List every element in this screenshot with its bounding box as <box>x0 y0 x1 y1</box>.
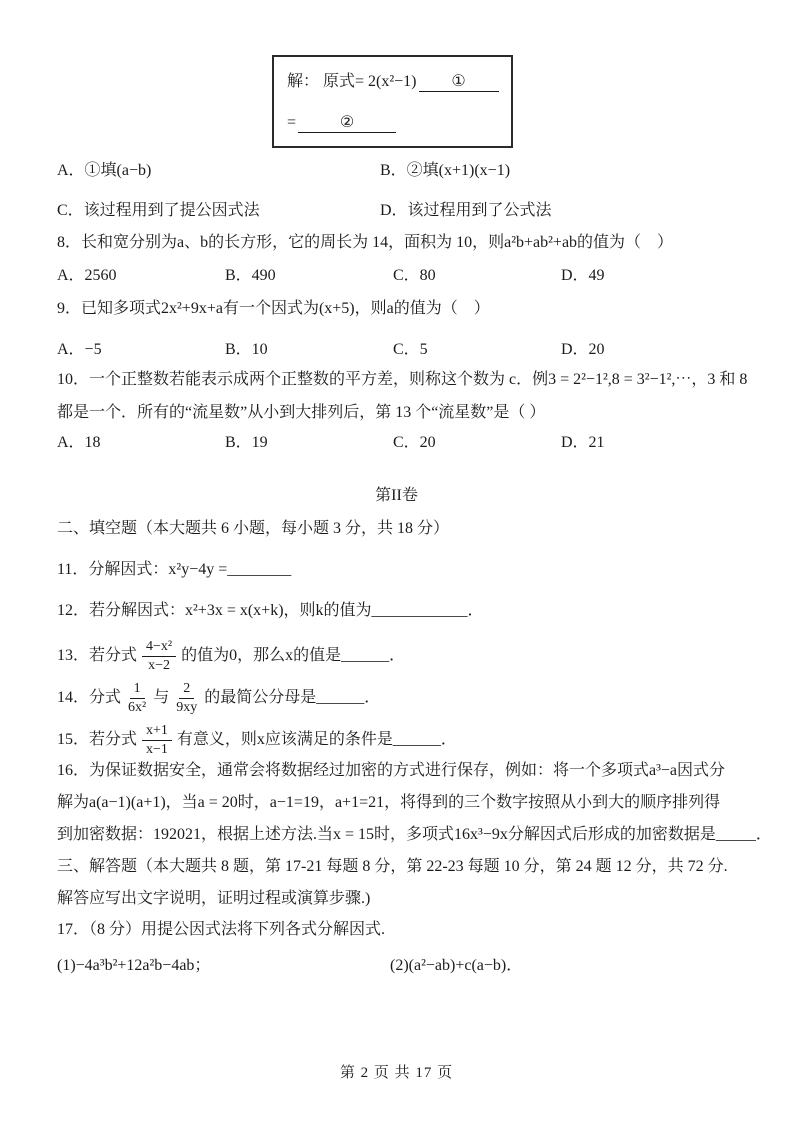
q16-text-line3: 到加密数据：192021，根据上述方法.当x = 15时，多项式16x³−9x分解因式后形成的加密数据是_____． <box>57 826 772 843</box>
section3-header-line1: 三、解答题（本大题共 8 题，第 17-21 每题 8 分，第 22-23 每题 10 分，第 24 题 12 分，共 72 分. <box>57 858 728 875</box>
text-run: 的值为0，那么x的值是______． <box>181 646 406 664</box>
q9-option-b: B．10 <box>225 341 268 358</box>
q16-text-line1: 16．为保证数据安全，通常会将数据经过加密的方式进行保存，例如：将一个多项式a³−a因式分 <box>57 762 726 779</box>
q17-subquestion-1: (1)−4a³b²+12a²b−4ab； <box>57 957 211 974</box>
q17-subquestion-2: (2)(a²−ab)+c(a−b)． <box>390 957 523 974</box>
q10-text-line2: 都是一个．所有的“流星数”从小到大排列后，第 13 个“流星数”是（ ） <box>57 404 546 421</box>
fraction <box>142 638 176 674</box>
q9-options-row <box>57 340 747 361</box>
q10-text-line1: 10．一个正整数若能表示成两个正整数的平方差，则称这个数为 c．例3 = 2²−1²,8 = 3²−1²,⋯，3 和 8 <box>57 371 748 388</box>
q17-text: 17．（8 分）用提公因式法将下列各式分解因式. <box>57 921 386 938</box>
fraction <box>174 680 199 716</box>
text-run: 15．若分式 <box>57 730 138 748</box>
q8-option-d: D．49 <box>561 267 605 284</box>
fraction-denominator: x−2 <box>148 657 171 673</box>
fraction-numerator: x+1 <box>142 722 172 741</box>
q10-option-c: C．20 <box>393 434 436 451</box>
q16-text-line2: 解为a(a−1)(a+1)，当a = 20时，a−1=19，a+1=21，将得到的三个数字按照从小到大的顺序排列得 <box>57 794 721 811</box>
q9-option-a: A．−5 <box>57 341 102 358</box>
q8-options-row <box>57 266 747 287</box>
fraction <box>126 680 148 716</box>
answer-blank: ② <box>298 112 396 133</box>
q7-options-row-1 <box>57 161 747 182</box>
q9-option-c: C．5 <box>393 341 428 358</box>
fraction-denominator: 9xy <box>176 699 198 715</box>
section3-header-line2: 解答应写出文字说明，证明过程或演算步骤.) <box>57 890 371 907</box>
fraction-denominator: 6x² <box>128 699 147 715</box>
q8-option-b: B．490 <box>225 267 276 284</box>
text-run: 的最简公分母是______． <box>204 688 381 706</box>
answer-blank: ① <box>419 71 499 92</box>
q10-option-a: A．18 <box>57 434 101 451</box>
q7-option-a: A．①填(a−b) <box>57 162 152 179</box>
page-number-footer: 第 2 页 共 17 页 <box>339 1065 454 1081</box>
text-run: = <box>287 114 297 131</box>
q7-option-c: C．该过程用到了提公因式法 <box>57 202 260 219</box>
q8-option-a: A．2560 <box>57 267 117 284</box>
q9-option-d: D．20 <box>561 341 605 358</box>
q7-solution-box <box>272 55 513 148</box>
q10-option-d: D．21 <box>561 434 605 451</box>
volume-title: 第II卷 <box>375 487 418 504</box>
fraction-numerator: 2 <box>179 680 194 699</box>
section2-header: 二、填空题（本大题共 6 小题，每小题 3 分，共 18 分） <box>57 520 450 537</box>
text-run: 13．若分式 <box>57 646 138 664</box>
q7-option-b: B．②填(x+1)(x−1) <box>380 162 511 179</box>
text-run: 有意义，则x应该满足的条件是______． <box>176 730 457 748</box>
fraction-numerator: 1 <box>130 680 145 699</box>
text-run: 14．分式 <box>57 688 122 706</box>
q7-option-d: D．该过程用到了公式法 <box>380 202 552 219</box>
q17-subquestions-row <box>57 956 747 977</box>
q10-option-b: B．19 <box>225 434 268 451</box>
q14-text <box>57 675 747 721</box>
q8-text: 8．长和宽分别为a、b的长方形，它的周长为 14，面积为 10，则a²b+ab²+ab的值为（ ） <box>57 234 674 251</box>
q8-option-c: C．80 <box>393 267 436 284</box>
q11-text: 11．分解因式：x²y−4y =________ <box>57 561 292 578</box>
q7-options-row-2 <box>57 201 747 222</box>
q12-text: 12．若分解因式：x²+3x = x(x+k)，则k的值为____________． <box>57 602 484 619</box>
q9-text: 9．已知多项式2x²+9x+a有一个因式为(x+5)，则a的值为（ ） <box>57 300 490 317</box>
text-run: 与 <box>153 688 170 706</box>
solution-step-1 <box>287 68 499 92</box>
q13-text <box>57 633 747 679</box>
text-run: 解： 原式= 2(x²−1) <box>287 73 417 90</box>
solution-step-2 <box>287 112 396 133</box>
q15-text <box>57 717 747 763</box>
fraction-numerator: 4−x² <box>142 638 176 657</box>
q10-options-row <box>57 433 747 454</box>
fraction <box>142 722 172 758</box>
fraction-denominator: x−1 <box>146 741 168 757</box>
